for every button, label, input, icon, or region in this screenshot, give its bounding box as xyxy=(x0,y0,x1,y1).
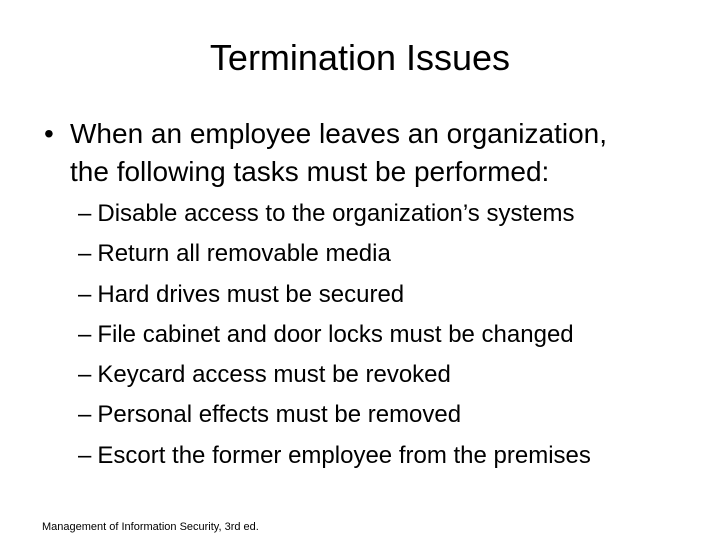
sub-bullet-item xyxy=(78,315,708,355)
sub-bullet-item xyxy=(78,275,708,315)
dash-icon: – xyxy=(78,240,92,268)
sub-bullet-text: Personal effects must be removed xyxy=(97,401,462,429)
sub-bullet-item xyxy=(78,395,708,435)
bullet-text-line-1: When an employee leaves an organization, xyxy=(70,118,608,149)
bullet-text-line-2: the following tasks must be performed: xyxy=(70,156,550,187)
sub-bullet-text: Keycard access must be revoked xyxy=(97,361,451,389)
dash-icon: – xyxy=(78,320,92,348)
slide-title: Termination Issues xyxy=(209,37,511,78)
bullet-text xyxy=(70,115,700,191)
sub-bullet-item xyxy=(78,355,708,395)
dash-icon: – xyxy=(78,441,92,469)
sub-bullet-text: Escort the former employee from the premises xyxy=(97,441,591,469)
dash-icon: – xyxy=(78,280,92,308)
dash-icon: – xyxy=(78,361,92,389)
sub-bullet-text: Hard drives must be secured xyxy=(97,280,405,308)
sub-bullet-item xyxy=(78,194,708,234)
sub-bullet-item xyxy=(78,436,708,476)
dash-icon: – xyxy=(78,401,92,429)
bullet-icon: • xyxy=(44,118,54,149)
sub-bullet-list xyxy=(78,194,708,476)
footer-citation: Management of Information Security, 3rd ed. xyxy=(42,521,259,533)
sub-bullet-text: Return all removable media xyxy=(97,240,391,268)
sub-bullet-item xyxy=(78,234,708,274)
sub-bullet-text: Disable access to the organization’s systems xyxy=(97,200,575,227)
dash-icon: – xyxy=(78,200,92,227)
sub-bullet-text: File cabinet and door locks must be changed xyxy=(97,320,574,348)
